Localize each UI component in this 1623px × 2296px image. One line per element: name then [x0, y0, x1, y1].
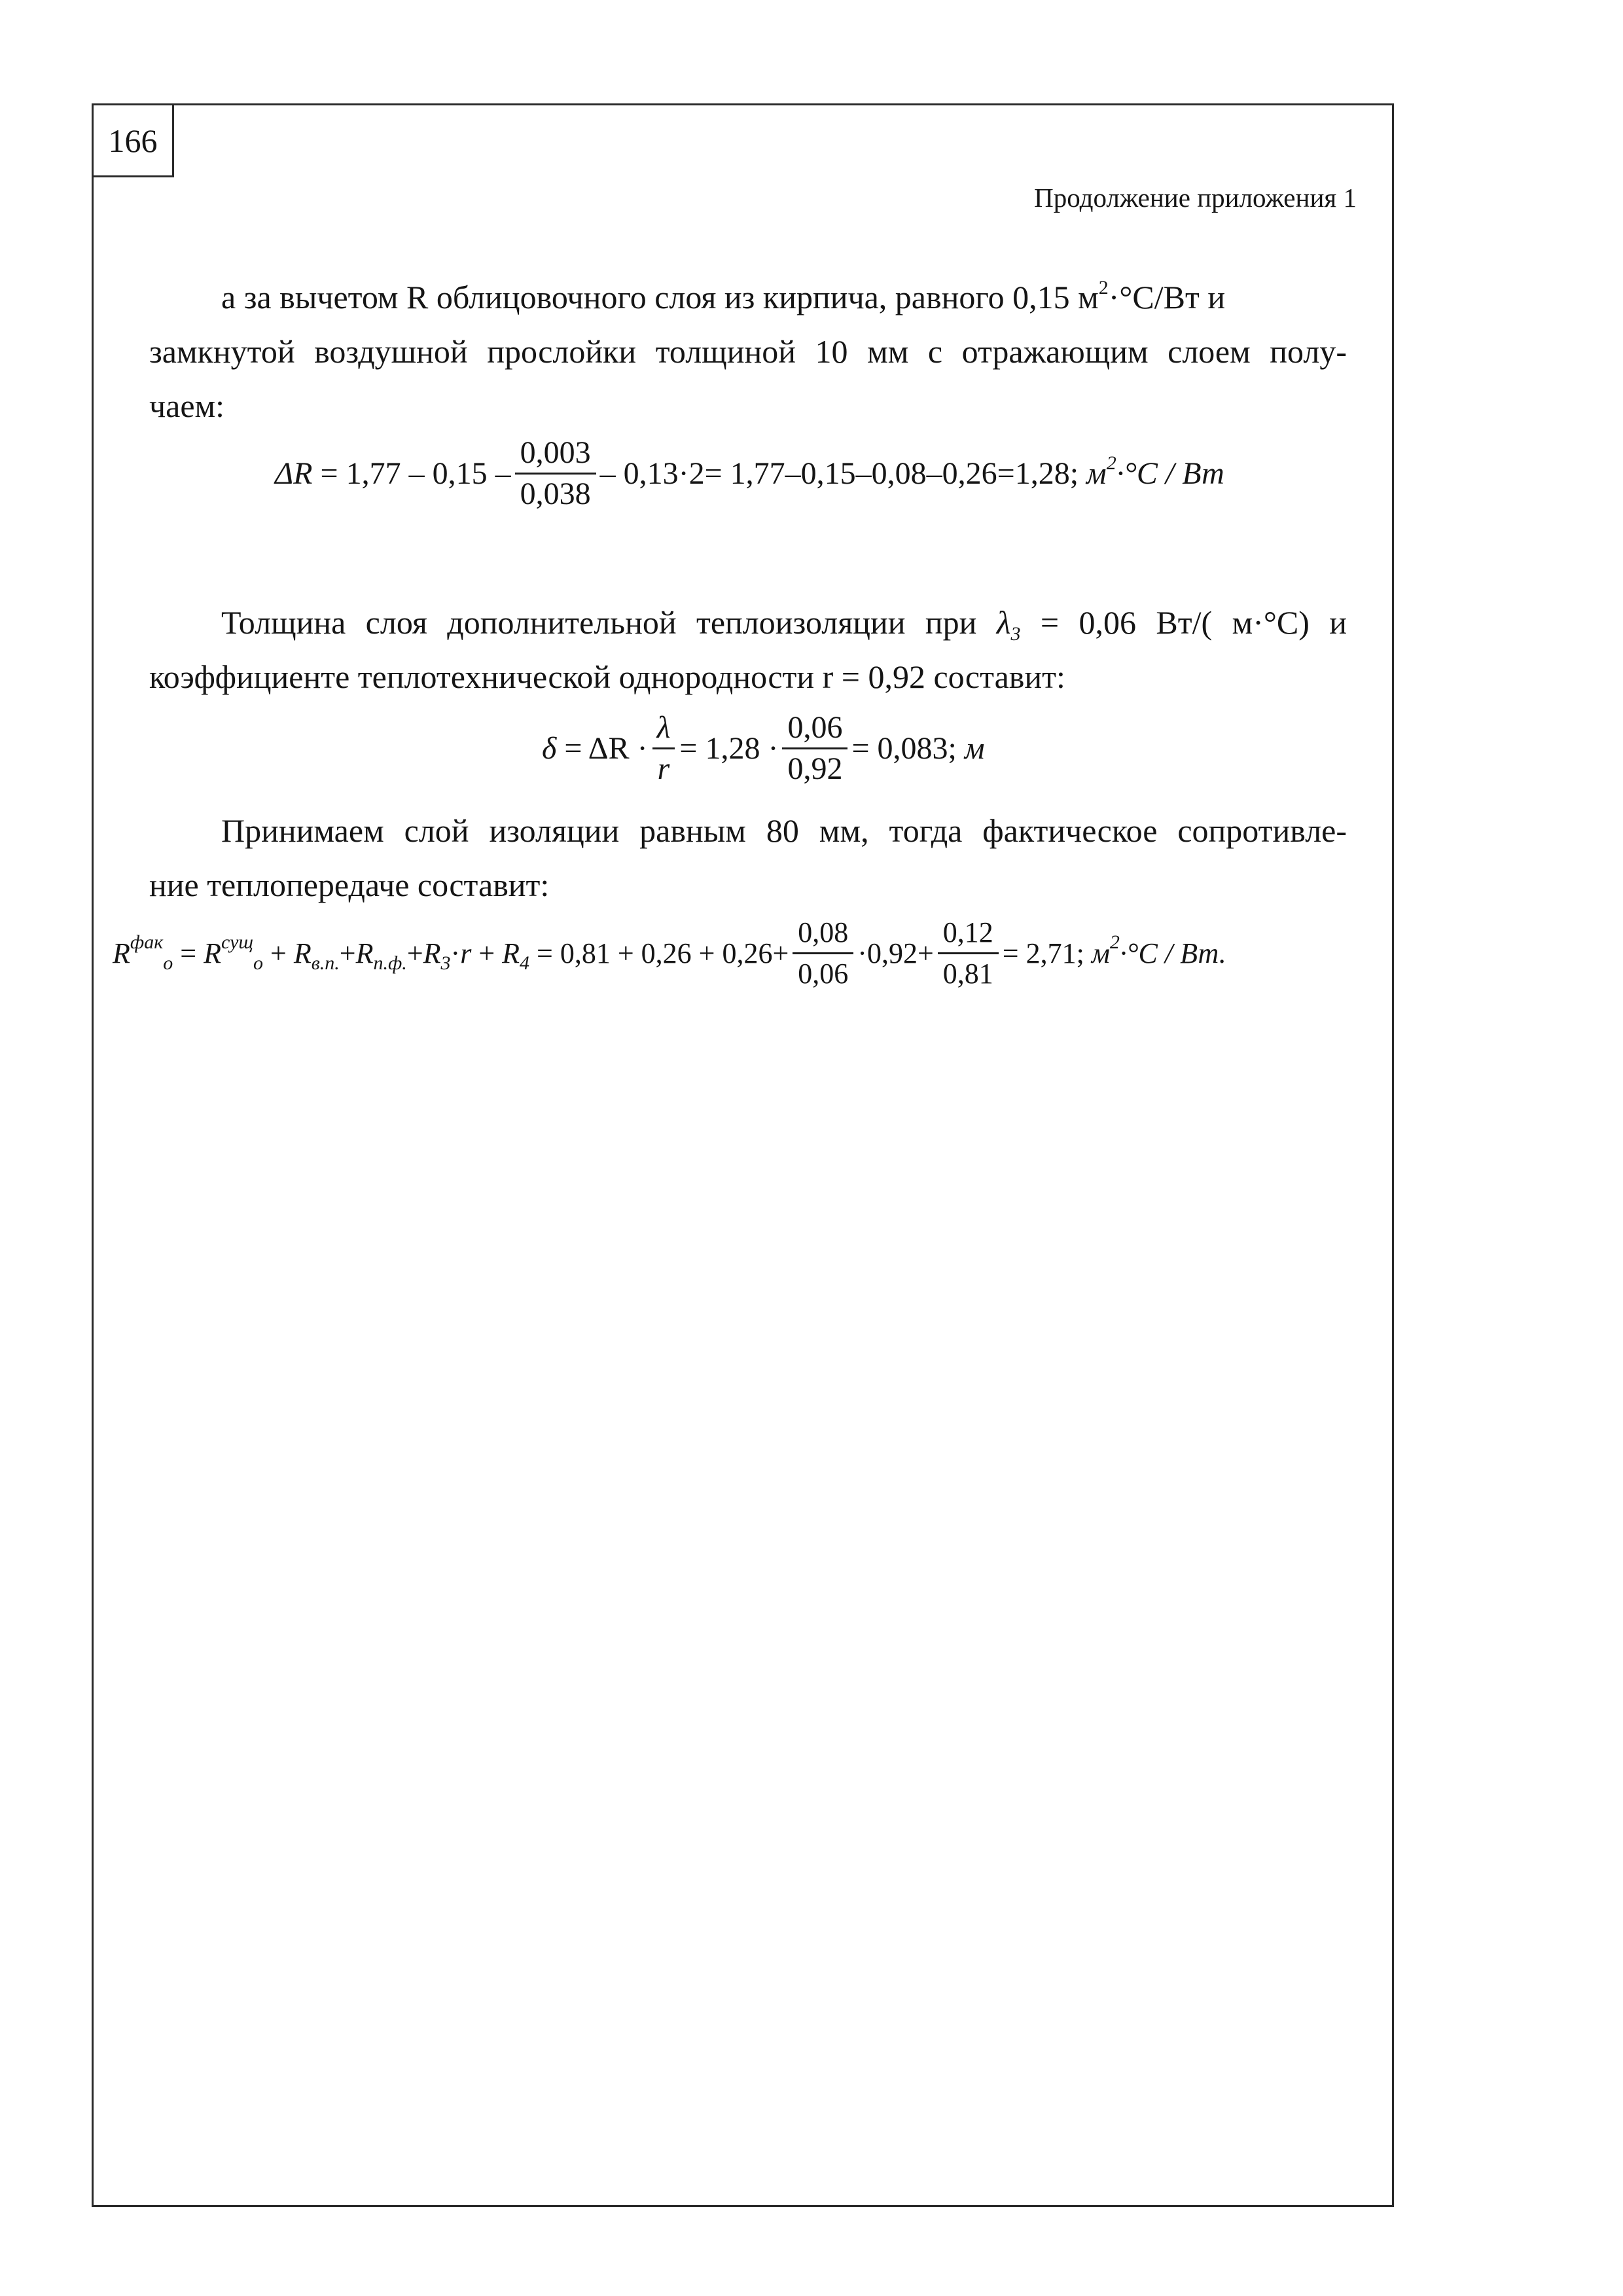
formula-text: = 0,083; [851, 731, 957, 766]
formula-delta [542, 708, 985, 789]
text-segment: = 0,06 Вт/( м·°С) и [1040, 604, 1347, 641]
formula-operator: · [450, 937, 461, 969]
formula-text: = 0,81 + 0,26 + 0,26+ [537, 937, 789, 969]
paragraph-1 [149, 270, 1347, 433]
paragraph-3-line-2: ние теплопередаче составит: [149, 867, 550, 903]
text-segment: Толщина слоя дополнительной теплоизоляции при [221, 604, 977, 641]
unit-part: ·°C / Вт [1116, 456, 1224, 491]
r-coefficient: r [460, 937, 472, 969]
r-symbol: R [355, 937, 374, 969]
fraction-numerator: 0,08 [798, 916, 849, 948]
fraction-denominator: 0,038 [515, 473, 596, 514]
unit-part: м [1086, 456, 1107, 491]
formula-r-fact [113, 913, 1226, 994]
formula-operator: = [180, 937, 197, 969]
r-symbol: R [293, 937, 312, 969]
fraction-denominator: r [652, 747, 675, 789]
formula-unit [1086, 452, 1224, 492]
r-symbol: R [423, 937, 441, 969]
paragraph-1-line-3: чаем: [149, 387, 225, 424]
page-number: 166 [92, 103, 174, 177]
paragraph-2-line-2: коэффициенте теплотехнической однородности r = 0,92 составит: [149, 658, 1065, 695]
formula-unit: м [964, 731, 985, 766]
formula-text: = 1,28 · [679, 731, 779, 766]
fraction [515, 433, 596, 514]
subscript: 3 [440, 952, 451, 974]
fraction-numerator: 0,003 [520, 435, 591, 470]
fraction [782, 708, 847, 789]
fraction-numerator: λ [656, 710, 671, 745]
unit-part: ·°C / Вт. [1119, 937, 1226, 969]
fraction [938, 913, 999, 994]
formula-text: = ΔR · [564, 731, 648, 766]
formula-term [502, 937, 530, 974]
fraction [652, 708, 676, 789]
formula-symbol: δ [542, 731, 557, 766]
paragraph-2-line-1 [149, 596, 1347, 650]
subscript: 4 [520, 952, 530, 974]
text-segment: ·°С/Вт и [1108, 279, 1226, 315]
formula-term [293, 937, 340, 974]
paragraph-3 [149, 804, 1347, 912]
text-segment: а за вычетом R облицовочного слоя из кирпича, равного 0,15 м [221, 279, 1099, 315]
paragraph-1-line-1 [149, 270, 1347, 325]
formula-operator: + [406, 937, 423, 969]
fraction-denominator: 0,92 [782, 747, 847, 789]
formula-term [204, 931, 264, 974]
formula-term [423, 937, 451, 974]
r-symbol: R [113, 937, 130, 969]
subscript: в.п. [311, 952, 340, 974]
superscript: фак [130, 931, 164, 953]
formula-text: ·0,92+ [857, 937, 934, 969]
fraction-numerator: 0,06 [787, 710, 843, 745]
formula-operator: + [478, 937, 495, 969]
formula-delta-r [275, 433, 1224, 514]
fraction-numerator: 0,12 [942, 916, 993, 948]
formula-text: = 2,71; [1002, 937, 1084, 969]
superscript: 2 [1106, 452, 1116, 474]
superscript: 2 [1109, 931, 1120, 953]
paragraph-2 [149, 596, 1347, 704]
formula-text: = 1,77 – 0,15 – [320, 456, 511, 491]
subscript: o [163, 952, 173, 974]
formula-symbol: ΔR [275, 456, 313, 491]
superscript: 2 [1098, 277, 1109, 298]
unit-part: м [1091, 937, 1110, 969]
paragraph-1-line-2: замкнутой воздушной прослойки толщиной 10 мм с отражающим слоем полу- [149, 333, 1347, 370]
running-header: Продолжение приложения 1 [1034, 183, 1357, 213]
subscript: o [253, 952, 264, 974]
formula-operator: + [270, 937, 287, 969]
formula-unit [1091, 931, 1226, 970]
subscript: 3 [1010, 623, 1021, 645]
superscript: сущ [221, 931, 254, 953]
fraction-denominator: 0,81 [938, 952, 999, 994]
formula-operator: + [339, 937, 356, 969]
lambda-symbol: λ [996, 604, 1011, 641]
r-symbol: R [204, 937, 221, 969]
paragraph-3-line-1: Принимаем слой изоляции равным 80 мм, тогда фактическое сопротивле- [221, 812, 1347, 849]
fraction-denominator: 0,06 [793, 952, 853, 994]
formula-term [355, 937, 407, 974]
formula-text: – 0,13·2= 1,77–0,15–0,08–0,26=1,28; [599, 456, 1079, 491]
subscript: п.ф. [373, 952, 407, 974]
fraction [793, 913, 853, 994]
formula-term [113, 931, 173, 974]
r-symbol: R [502, 937, 520, 969]
